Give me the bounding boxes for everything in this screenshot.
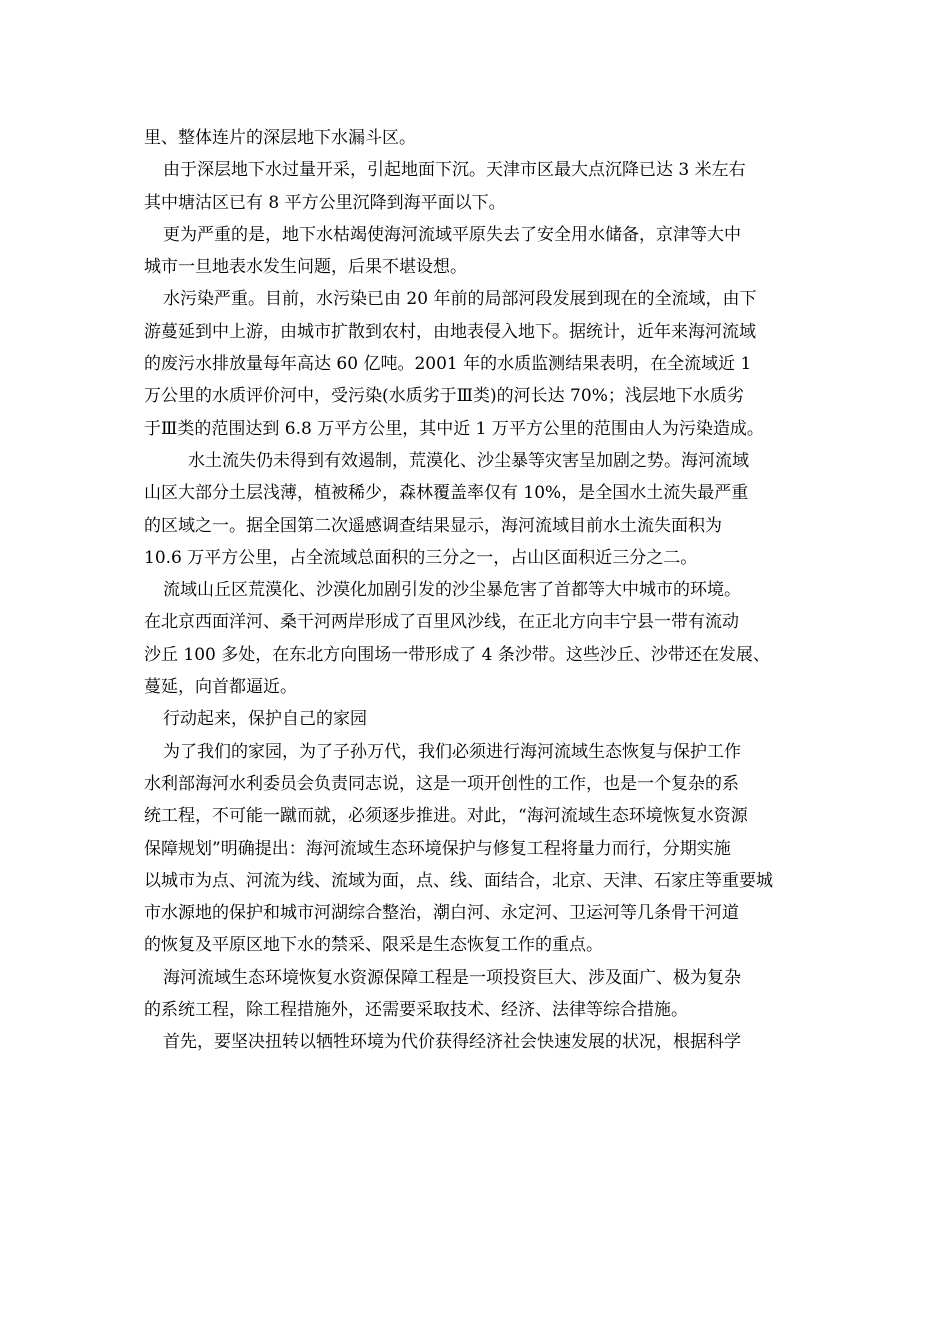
text-line: 城市一旦地表水发生问题，后果不堪设想。 xyxy=(144,257,467,278)
text-line: 沙丘 100 多处，在东北方向围场一带形成了 4 条沙带。这些沙丘、沙带还在发展、 xyxy=(144,644,770,665)
paragraph-start-line: 水土流失仍未得到有效遏制，荒漠化、沙尘暴等灾害呈加剧之势。海河流域 xyxy=(188,450,749,471)
text-line: 的恢复及平原区地下水的禁采、限采是生态恢复工作的重点。 xyxy=(144,935,603,956)
text-line: 在北京西面洋河、桑干河两岸形成了百里风沙线，在正北方向丰宁县一带有流动 xyxy=(144,612,739,633)
paragraph-start-line: 更为严重的是，地下水枯竭使海河流域平原失去了安全用水储备，京津等大中 xyxy=(163,224,741,245)
text-line: 里、整体连片的深层地下水漏斗区。 xyxy=(144,128,416,148)
paragraph-start-line: 水污染严重。目前，水污染已由 20 年前的局部河段发展到现在的全流域，由下 xyxy=(163,289,757,310)
text-line: 的区域之一。据全国第二次遥感调查结果显示，海河流域目前水土流失面积为 xyxy=(144,515,722,536)
text-line: 的系统工程，除工程措施外，还需要采取技术、经济、法律等综合措施。 xyxy=(144,1000,688,1021)
text-line: 于Ⅲ类的范围达到 6.8 万平方公里，其中近 1 万平方公里的范围由人为污染造成。 xyxy=(144,418,764,439)
paragraph-start-line: 为了我们的家园，为了子孙万代，我们必须进行海河流域生态恢复与保护工作 xyxy=(163,741,741,762)
text-line: 10.6 万平方公里，占全流域总面积的三分之一，占山区面积近三分之二。 xyxy=(144,547,698,568)
paragraph-start-line: 首先，要坚决扭转以牺牲环境为代价获得经济社会快速发展的状况，根据科学 xyxy=(163,1032,741,1053)
text-line: 水利部海河水利委员会负责同志说，这是一项开创性的工作，也是一个复杂的系 xyxy=(144,773,739,794)
text-line: 万公里的水质评价河中，受污染(水质劣于Ⅲ类)的河长达 70%；浅层地下水质劣 xyxy=(144,386,744,407)
paragraph-start-line: 海河流域生态环境恢复水资源保障工程是一项投资巨大、涉及面广、极为复杂 xyxy=(163,967,741,988)
text-line: 游蔓延到中上游，由城市扩散到农村，由地表侵入地下。据统计，近年来海河流域 xyxy=(144,321,756,342)
body-text xyxy=(144,122,806,1059)
paragraph-start-line: 流域山丘区荒漠化、沙漠化加剧引发的沙尘暴危害了首都等大中城市的环境。 xyxy=(163,580,741,601)
text-line: 蔓延，向首都逼近。 xyxy=(144,677,297,698)
text-line: 以城市为点、河流为线、流域为面，点、线、面结合，北京、天津、石家庄等重要城 xyxy=(144,870,773,891)
section-heading: 行动起来，保护自己的家园 xyxy=(163,709,367,730)
text-line: 的废污水排放量每年高达 60 亿吨。2001 年的水质监测结果表明，在全流域近 1 xyxy=(144,354,752,375)
text-line: 统工程，不可能一蹴而就，必须逐步推进。对此，“海河流域生态环境恢复水资源 xyxy=(144,806,748,827)
paragraph-start-line: 由于深层地下水过量开采，引起地面下沉。天津市区最大点沉降已达 3 米左右 xyxy=(163,160,746,181)
text-line: 市水源地的保护和城市河湖综合整治，潮白河、永定河、卫运河等几条骨干河道 xyxy=(144,903,739,924)
text-line: 其中塘沽区已有 8 平方公里沉降到海平面以下。 xyxy=(144,192,506,213)
text-line: 保障规划”明确提出：海河流域生态环境保护与修复工程将量力而行，分期实施 xyxy=(144,838,731,859)
text-line: 山区大部分土层浅薄，植被稀少，森林覆盖率仅有 10%，是全国水土流失最严重 xyxy=(144,483,749,504)
